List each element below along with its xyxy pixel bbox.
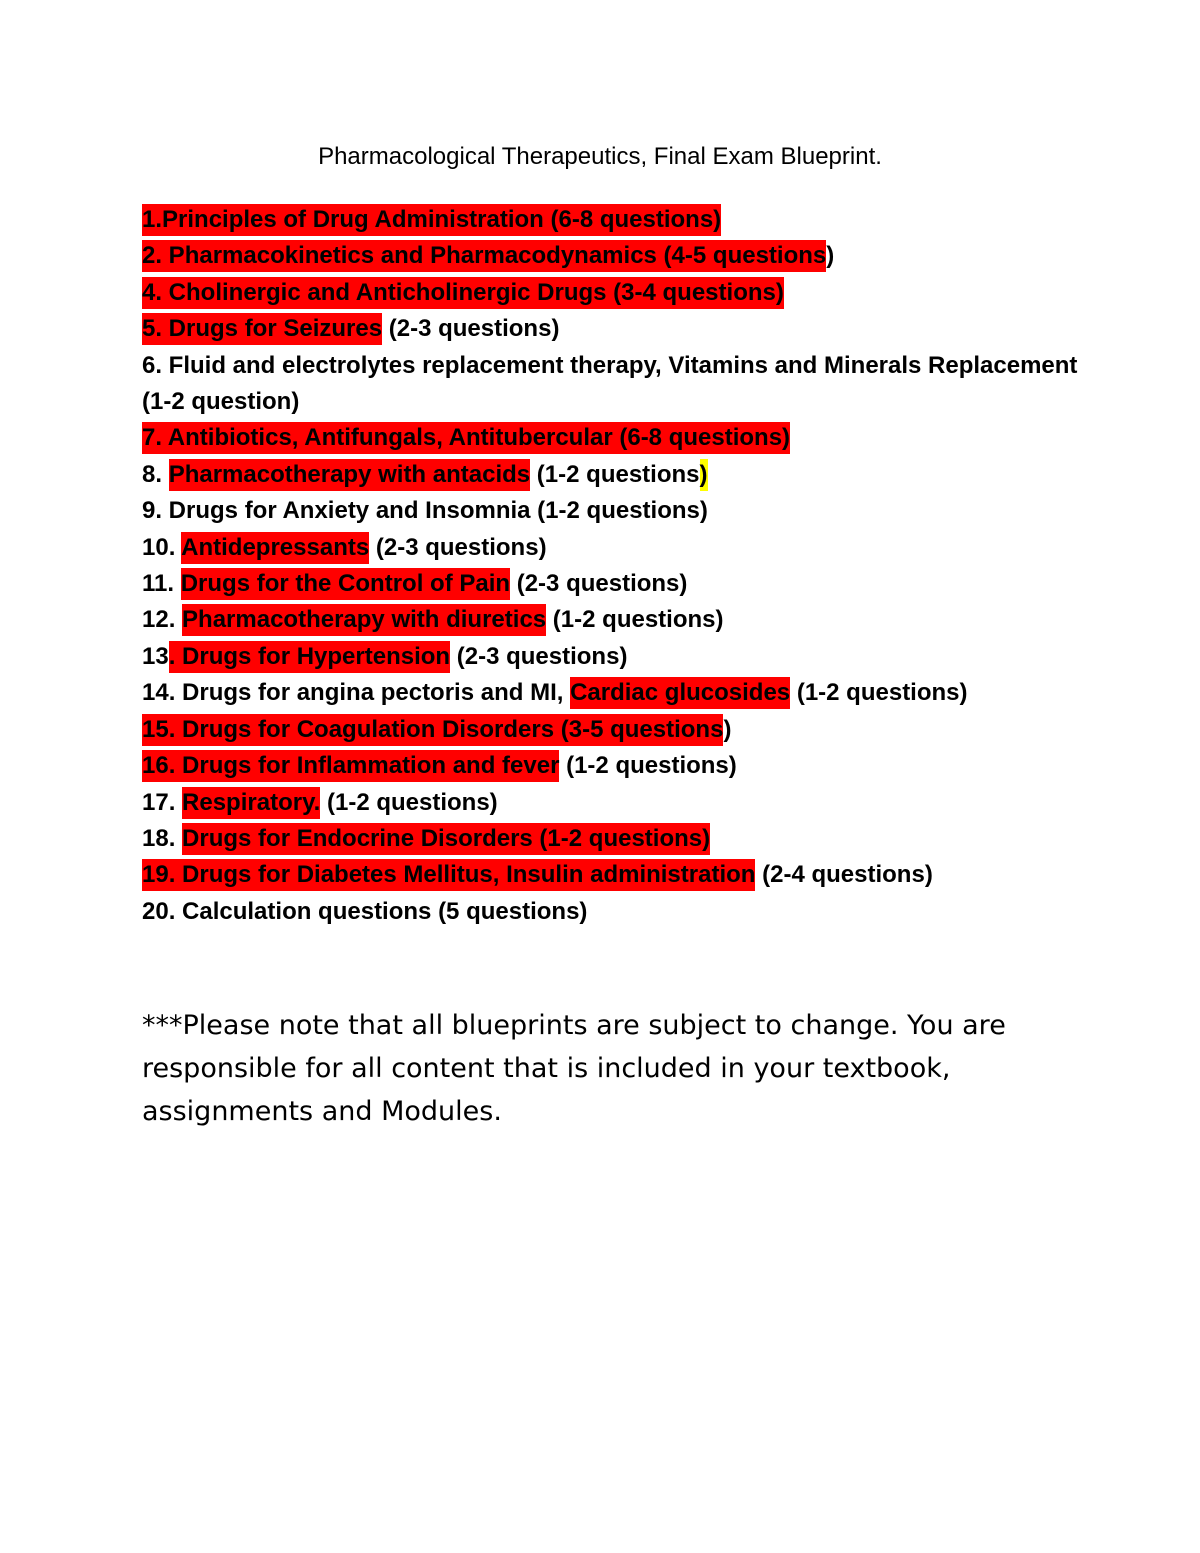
document-title: Pharmacological Therapeutics, Final Exam Blueprint. bbox=[318, 143, 882, 170]
blueprint-topic-item bbox=[142, 530, 1102, 566]
topic-text: (2-3 questions) bbox=[369, 533, 547, 561]
red-highlighted-text: 16. Drugs for Inflammation and fever bbox=[142, 750, 559, 782]
blueprint-topic-item bbox=[142, 420, 1102, 456]
red-highlighted-text: Respiratory. bbox=[182, 787, 320, 819]
topic-text: (2-3 questions) bbox=[450, 642, 628, 670]
blueprint-topic-item bbox=[142, 202, 1102, 238]
red-highlighted-text: 7. Antibiotics, Antifungals, Antitubercular (6-8 questions) bbox=[142, 422, 790, 454]
topic-text: 10. bbox=[142, 533, 182, 561]
red-highlighted-text: 19. Drugs for Diabetes Mellitus, Insulin administration bbox=[142, 859, 755, 891]
red-highlighted-text: Pharmacotherapy with antacids bbox=[169, 459, 530, 491]
topic-text: 17. bbox=[142, 788, 183, 816]
blueprint-topic-item bbox=[142, 675, 1102, 711]
red-highlighted-text: 1.Principles of Drug Administration (6-8 questions) bbox=[142, 204, 721, 236]
red-highlighted-text: Drugs for Endocrine Disorders (1-2 questions) bbox=[182, 823, 710, 855]
red-highlighted-text: Cardiac glucosides bbox=[570, 677, 790, 709]
blueprint-topic-item bbox=[142, 348, 1102, 421]
blueprint-topic-item bbox=[142, 602, 1102, 638]
red-highlighted-text: 5. Drugs for Seizures bbox=[142, 313, 382, 345]
topic-text: (2-3 questions) bbox=[382, 315, 560, 343]
topic-text: (2-4 questions) bbox=[755, 861, 933, 889]
topic-text: ) bbox=[723, 715, 732, 743]
topic-text: (1-2 questions) bbox=[559, 752, 737, 780]
topic-text: 6. Fluid and electrolytes replacement therapy, Vitamins and Minerals Replacement (1-2 question) bbox=[142, 351, 1078, 416]
topic-text: (1-2 questions bbox=[530, 460, 700, 488]
topic-text: (1-2 questions) bbox=[546, 606, 724, 634]
blueprint-topic-item bbox=[142, 821, 1102, 857]
red-highlighted-text: Pharmacotherapy with diuretics bbox=[182, 604, 546, 636]
topic-text: 11. bbox=[142, 570, 181, 598]
blueprint-topic-item bbox=[142, 894, 1102, 930]
topic-text: ) bbox=[826, 242, 835, 270]
topic-text: (2-3 questions) bbox=[510, 570, 688, 598]
red-highlighted-text: 15. Drugs for Coagulation Disorders (3-5 questions bbox=[142, 714, 723, 746]
blueprint-topic-item bbox=[142, 457, 1102, 493]
blueprint-topic-item bbox=[142, 566, 1102, 602]
blueprint-topic-item bbox=[142, 712, 1102, 748]
blueprint-topic-item bbox=[142, 857, 1102, 893]
red-highlighted-text: 4. Cholinergic and Anticholinergic Drugs (3-4 questions) bbox=[142, 277, 784, 309]
yellow-highlighted-text: ) bbox=[700, 459, 708, 491]
blueprint-topic-item bbox=[142, 238, 1102, 274]
topic-text: 14. Drugs for angina pectoris and MI, bbox=[142, 679, 571, 707]
disclaimer-note: ***Please note that all blueprints are subject to change. You are responsible for all content that is included in your textbook, assignments and Modules. bbox=[142, 1010, 1006, 1127]
red-highlighted-text: . Drugs for Hypertension bbox=[169, 641, 450, 673]
topic-text: 9. Drugs for Anxiety and Insomnia (1-2 questions) bbox=[142, 497, 708, 525]
topic-text: 8. bbox=[142, 460, 169, 488]
red-highlighted-text: Antidepressants bbox=[181, 532, 369, 564]
red-highlighted-text: 2. Pharmacokinetics and Pharmacodynamics (4-5 questions bbox=[142, 240, 826, 272]
blueprint-topic-item bbox=[142, 639, 1102, 675]
blueprint-topic-item bbox=[142, 493, 1102, 529]
topic-text: (1-2 questions) bbox=[790, 679, 968, 707]
topic-text: 18. bbox=[142, 824, 183, 852]
blueprint-topic-item bbox=[142, 748, 1102, 784]
blueprint-topic-item bbox=[142, 785, 1102, 821]
topic-text: 12. bbox=[142, 606, 183, 634]
topic-text: (1-2 questions) bbox=[320, 788, 498, 816]
topic-text: 20. Calculation questions (5 questions) bbox=[142, 897, 588, 925]
blueprint-topic-list bbox=[142, 202, 1102, 930]
red-highlighted-text: Drugs for the Control of Pain bbox=[181, 568, 510, 600]
blueprint-topic-item bbox=[142, 275, 1102, 311]
blueprint-topic-item bbox=[142, 311, 1102, 347]
topic-text: 13 bbox=[142, 642, 169, 670]
